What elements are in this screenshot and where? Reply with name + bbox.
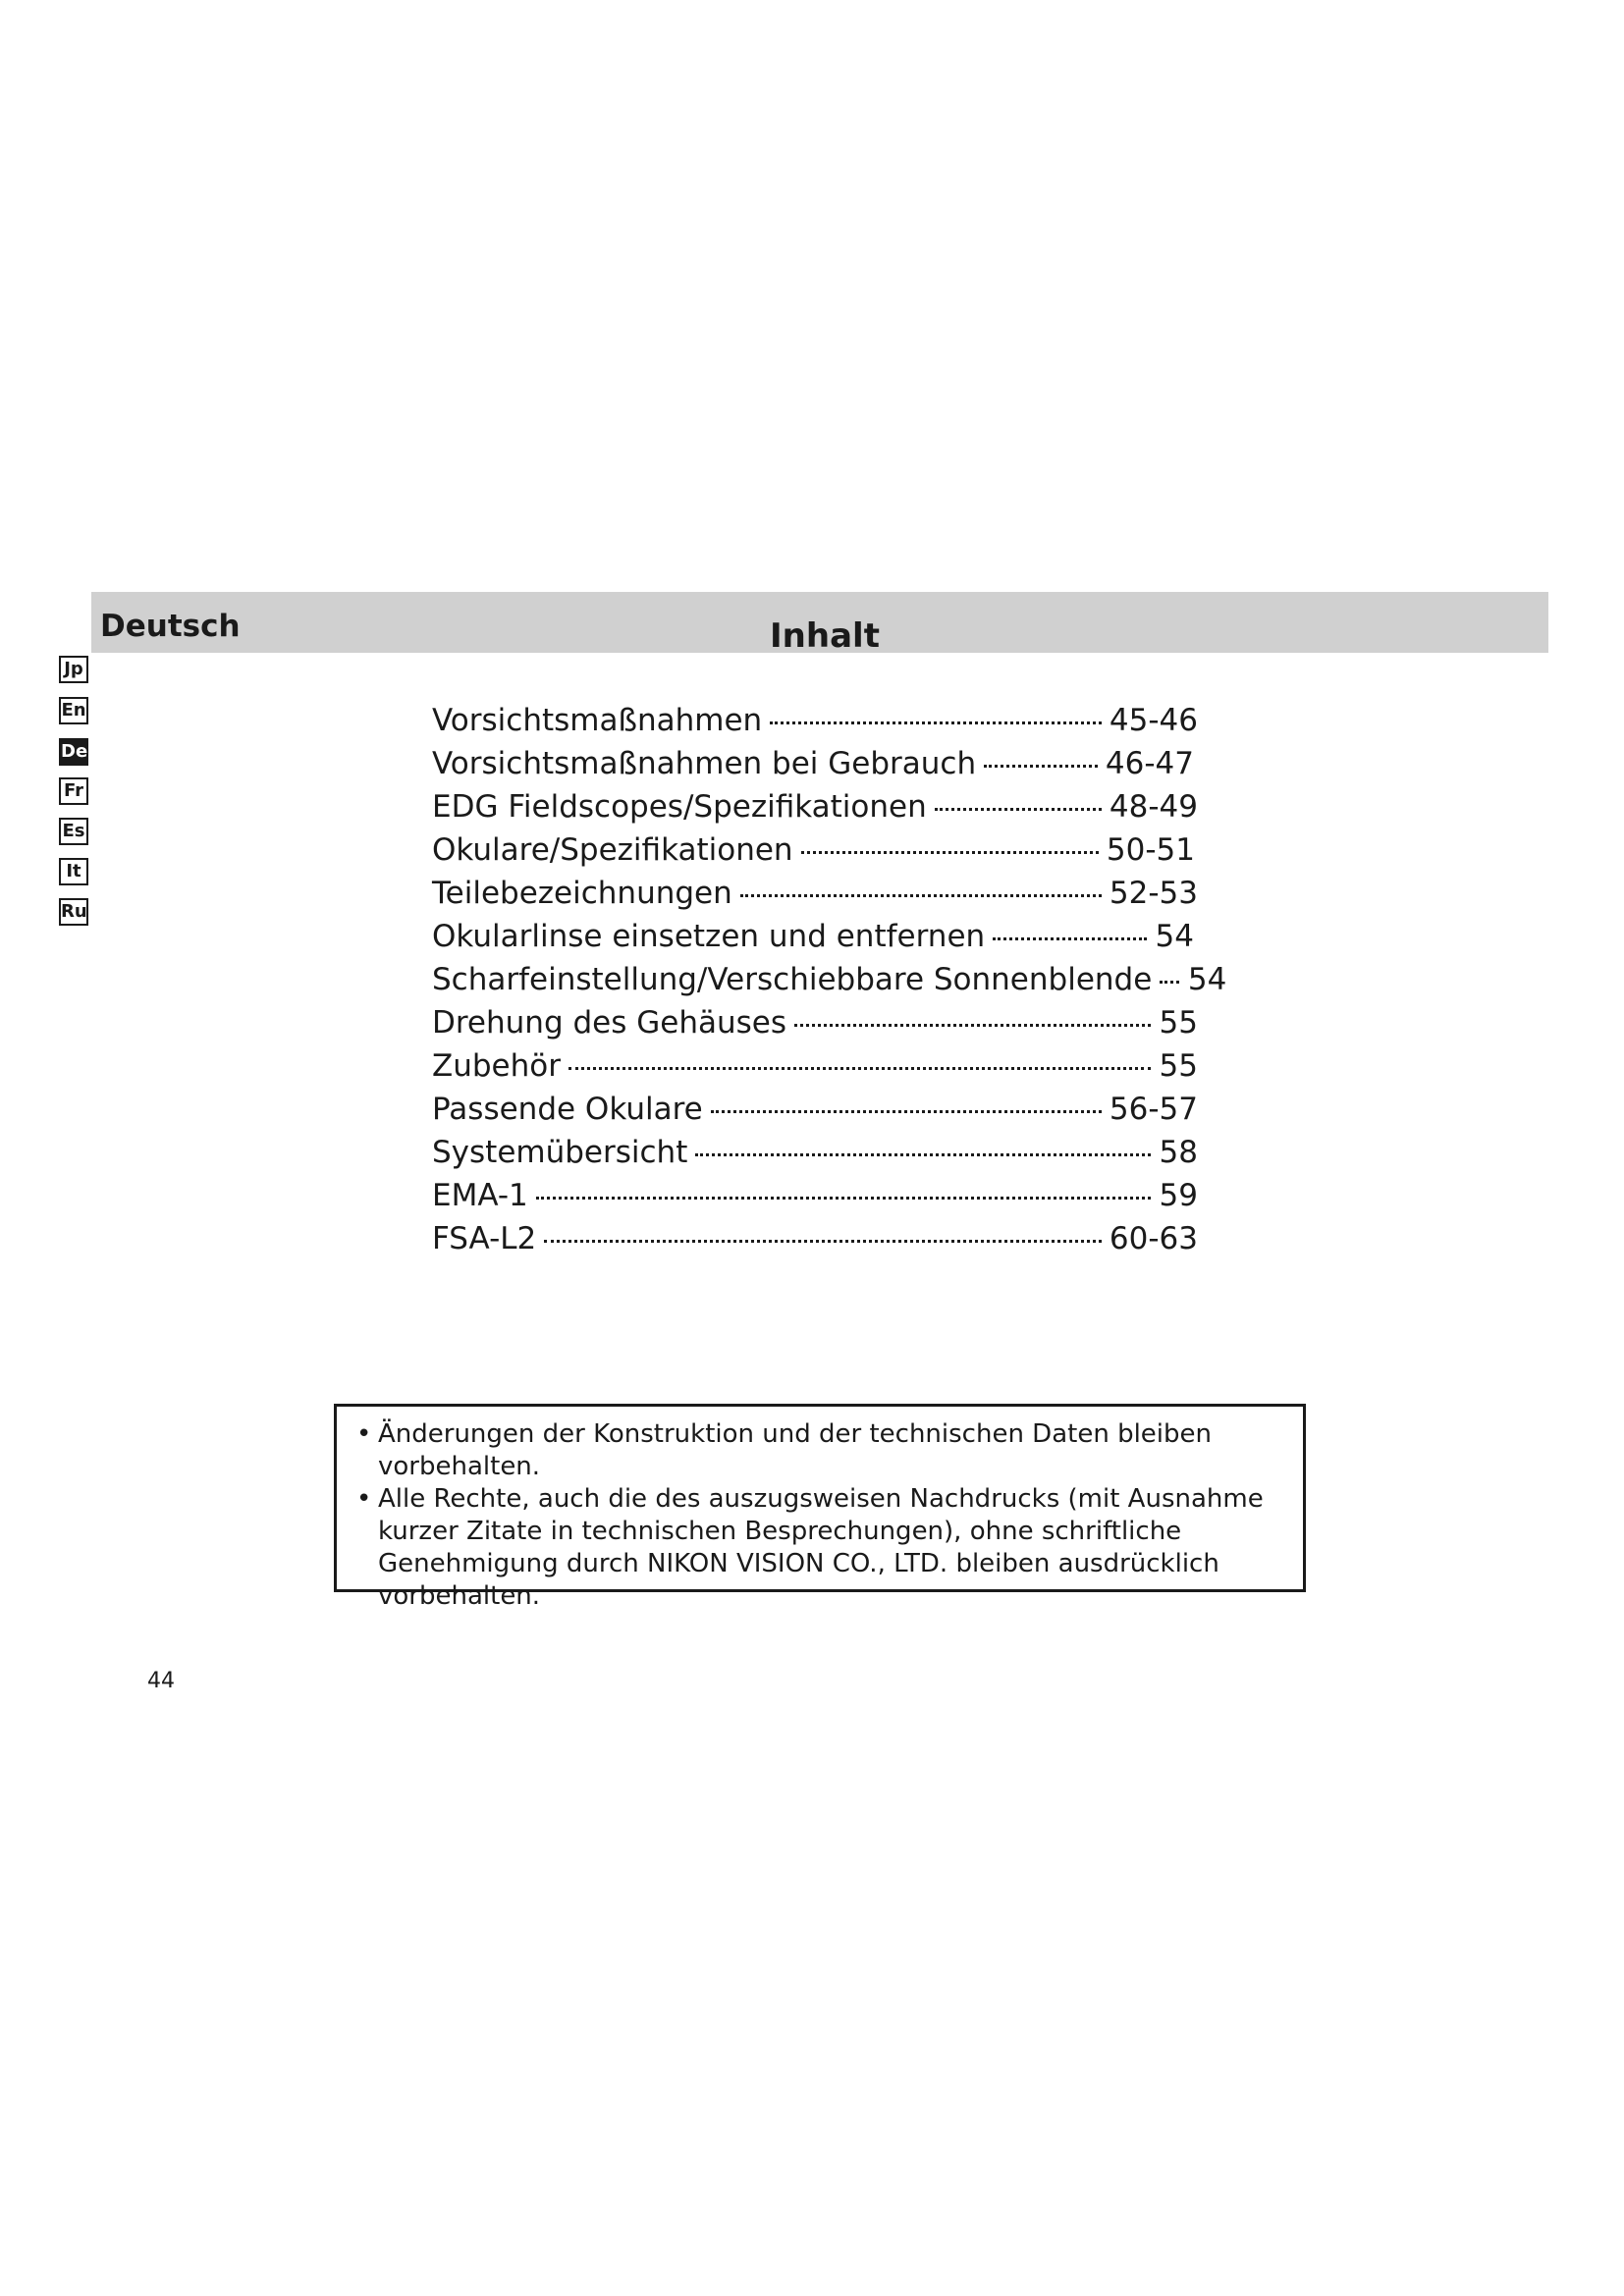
toc-entry[interactable] [432,1005,1198,1048]
toc-entry-page: 55 [1159,1048,1198,1084]
toc-entry-label: Vorsichtsmaßnahmen [432,703,763,738]
toc-entry[interactable] [432,1135,1198,1178]
toc-entry-label: Teilebezeichnungen [432,876,732,911]
toc-leader-dots [984,765,1098,768]
toc-entry-page: 55 [1159,1005,1198,1041]
toc-entry-label: Passende Okulare [432,1092,703,1127]
page-title: Inhalt [770,616,880,656]
language-tab-es[interactable]: Es [59,818,88,845]
toc-entry-page: 56-57 [1109,1092,1198,1127]
toc-leader-dots [711,1110,1102,1113]
toc-leader-dots [794,1024,1151,1027]
toc-entry-page: 46-47 [1105,746,1194,781]
language-tab-ru[interactable]: Ru [59,898,88,926]
page-number: 44 [147,1669,175,1693]
toc-entry[interactable] [432,1048,1198,1092]
toc-leader-dots [1160,981,1179,984]
toc-entry-label: EDG Fieldscopes/Spezifikationen [432,789,927,825]
notice-box [334,1404,1306,1611]
language-tab-en[interactable]: En [59,697,88,724]
toc-leader-dots [740,894,1102,897]
bullet: • [356,1484,372,1514]
notice-text: Änderungen der Konstruktion und der technischen Daten bleiben vorbehalten. [378,1419,1212,1481]
toc-entry-label: Systemübersicht [432,1135,688,1170]
bullet: • [356,1419,372,1449]
language-tab-it[interactable]: It [59,858,88,885]
toc-entry-page: 58 [1159,1135,1198,1170]
toc-entry-label: EMA-1 [432,1178,528,1213]
toc-entry-label: Okularlinse einsetzen und entfernen [432,919,986,954]
toc-entry-page: 59 [1159,1178,1198,1213]
toc-entry-page: 45-46 [1109,703,1198,738]
toc-entry-page: 54 [1155,919,1194,954]
toc-entry[interactable] [432,832,1195,876]
toc-entry-label: Scharfeinstellung/Verschiebbare Sonnenblende [432,962,1153,997]
language-tab-fr[interactable]: Fr [59,777,88,805]
toc-entry-page: 54 [1187,962,1227,997]
notice-item [356,1418,1285,1483]
notice-text: Alle Rechte, auch die des auszugsweisen Nachdrucks (mit Ausnahme kurzer Zitate in technischen Besprechungen), ohne schriftliche Genehmigung durch NIKON VISION CO., LTD. bleiben ausdrücklich vorbehalten. [378,1484,1264,1611]
language-tab-jp[interactable]: Jp [59,656,88,683]
language-tab-de[interactable]: De [59,738,88,766]
toc-entry[interactable] [432,876,1198,919]
toc-entry[interactable] [432,1092,1198,1135]
toc-entry-label: FSA-L2 [432,1221,537,1256]
toc-entry[interactable] [432,1221,1198,1264]
toc-entry-label: Okulare/Spezifikationen [432,832,793,868]
toc-entry[interactable] [432,1178,1198,1221]
toc-entry[interactable] [432,789,1198,832]
toc-entry-page: 52-53 [1109,876,1198,911]
toc-entry-page: 50-51 [1106,832,1195,868]
toc-leader-dots [695,1153,1151,1156]
toc-entry[interactable] [432,746,1194,789]
toc-leader-dots [568,1067,1151,1070]
toc-leader-dots [993,937,1147,940]
toc-entry-page: 60-63 [1109,1221,1198,1256]
toc-entry[interactable] [432,919,1194,962]
notice-item [356,1483,1285,1613]
toc-leader-dots [770,721,1102,724]
toc-leader-dots [544,1240,1102,1243]
toc-entry-label: Zubehör [432,1048,561,1084]
toc-entry[interactable] [432,703,1198,746]
toc-leader-dots [801,851,1099,854]
toc-entry[interactable] [432,962,1227,1005]
toc-leader-dots [536,1197,1151,1200]
toc-leader-dots [935,808,1102,811]
toc-entry-label: Vorsichtsmaßnahmen bei Gebrauch [432,746,977,781]
language-label: Deutsch [100,609,241,644]
toc-entry-label: Drehung des Gehäuses [432,1005,786,1041]
toc-entry-page: 48-49 [1109,789,1198,825]
